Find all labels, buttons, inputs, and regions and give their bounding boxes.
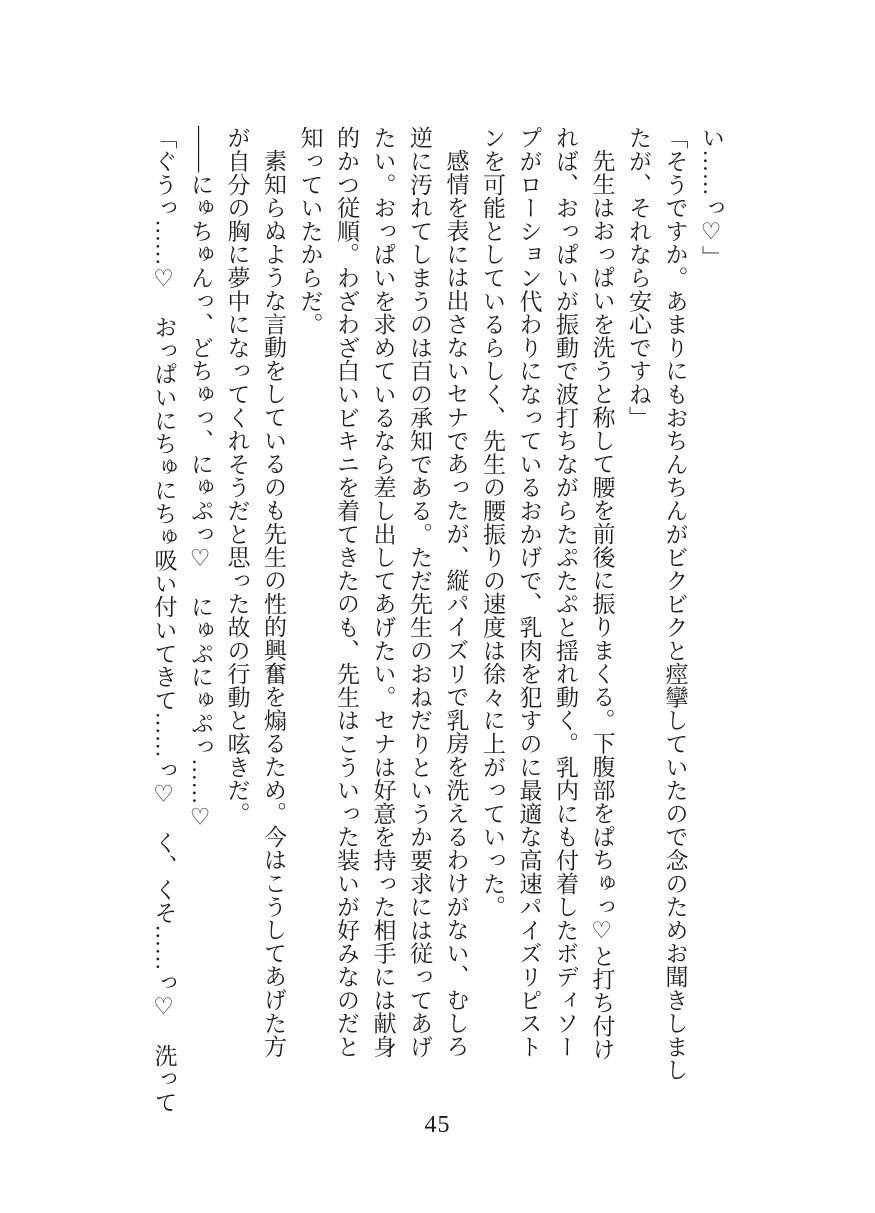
text-column: い……っ♡」 <box>699 126 724 269</box>
text-column: 逆に汚れてしまうのは百の承知である。ただ先生のおねだりというか要求には従ってあげ <box>407 126 432 1058</box>
text-column: 「ぐうっ……♡ おっぱいにちゅにちゅ吸い付いてきて……っ♡ く、くそ……っ♡ 洗って <box>151 126 177 1114</box>
page-number: 45 <box>424 1112 451 1138</box>
text-column: 素知らぬような言動をしているのも先生の性的興奮を煽るため。今はこうしてあげた方 <box>261 149 286 1058</box>
text-column: ンを可能としているらしく、先生の腰振りの速度は徐々に上がっていった。 <box>480 126 505 919</box>
text-column: 先生はおっぱいを洗うと称して腰を前後に振りまくる。下腹部をぱちゅっ♡と打ち付け <box>589 149 615 1061</box>
text-column: 感情を表には出さないセナであったが、縦パイズリで乳房を洗えるわけがない、むしろ <box>443 149 469 1058</box>
text-column: が自分の胸に夢中になってくれそうだと思った故の行動と呟きだ。 <box>224 126 250 825</box>
text-column: たい。おっぱいを求めているなら差し出してあげたい。セナは好意を持った相手には献身 <box>370 126 396 1058</box>
text-column: れば、おっぱいが振動で波打ちながらたぷたぷと揺れ動く。乳内にも付着したボディソー <box>553 126 578 1058</box>
text-column: 的かつ従順。わざわざ白いビキニを着てきたのも、先生はこういった装いが好みなのだと <box>334 126 359 1058</box>
text-column: たが、それなら安心ですね」 <box>626 126 651 429</box>
text-column: ――にゅちゅんっ、どちゅっ、にゅぷっ♡ にゅぷにゅぷっ……♡ <box>188 126 213 831</box>
vertical-text-block <box>145 126 729 1114</box>
text-column: 「そうですか。あまりにもおちんちんがビクビクと痙攣していたので念のためお聞きしまし <box>662 126 688 1082</box>
text-column: 知っていたからだ。 <box>297 126 323 336</box>
text-column: プがローション代わりになっているおかげで、乳肉を犯すのに最適な高速パイズリピスト <box>516 126 542 1058</box>
